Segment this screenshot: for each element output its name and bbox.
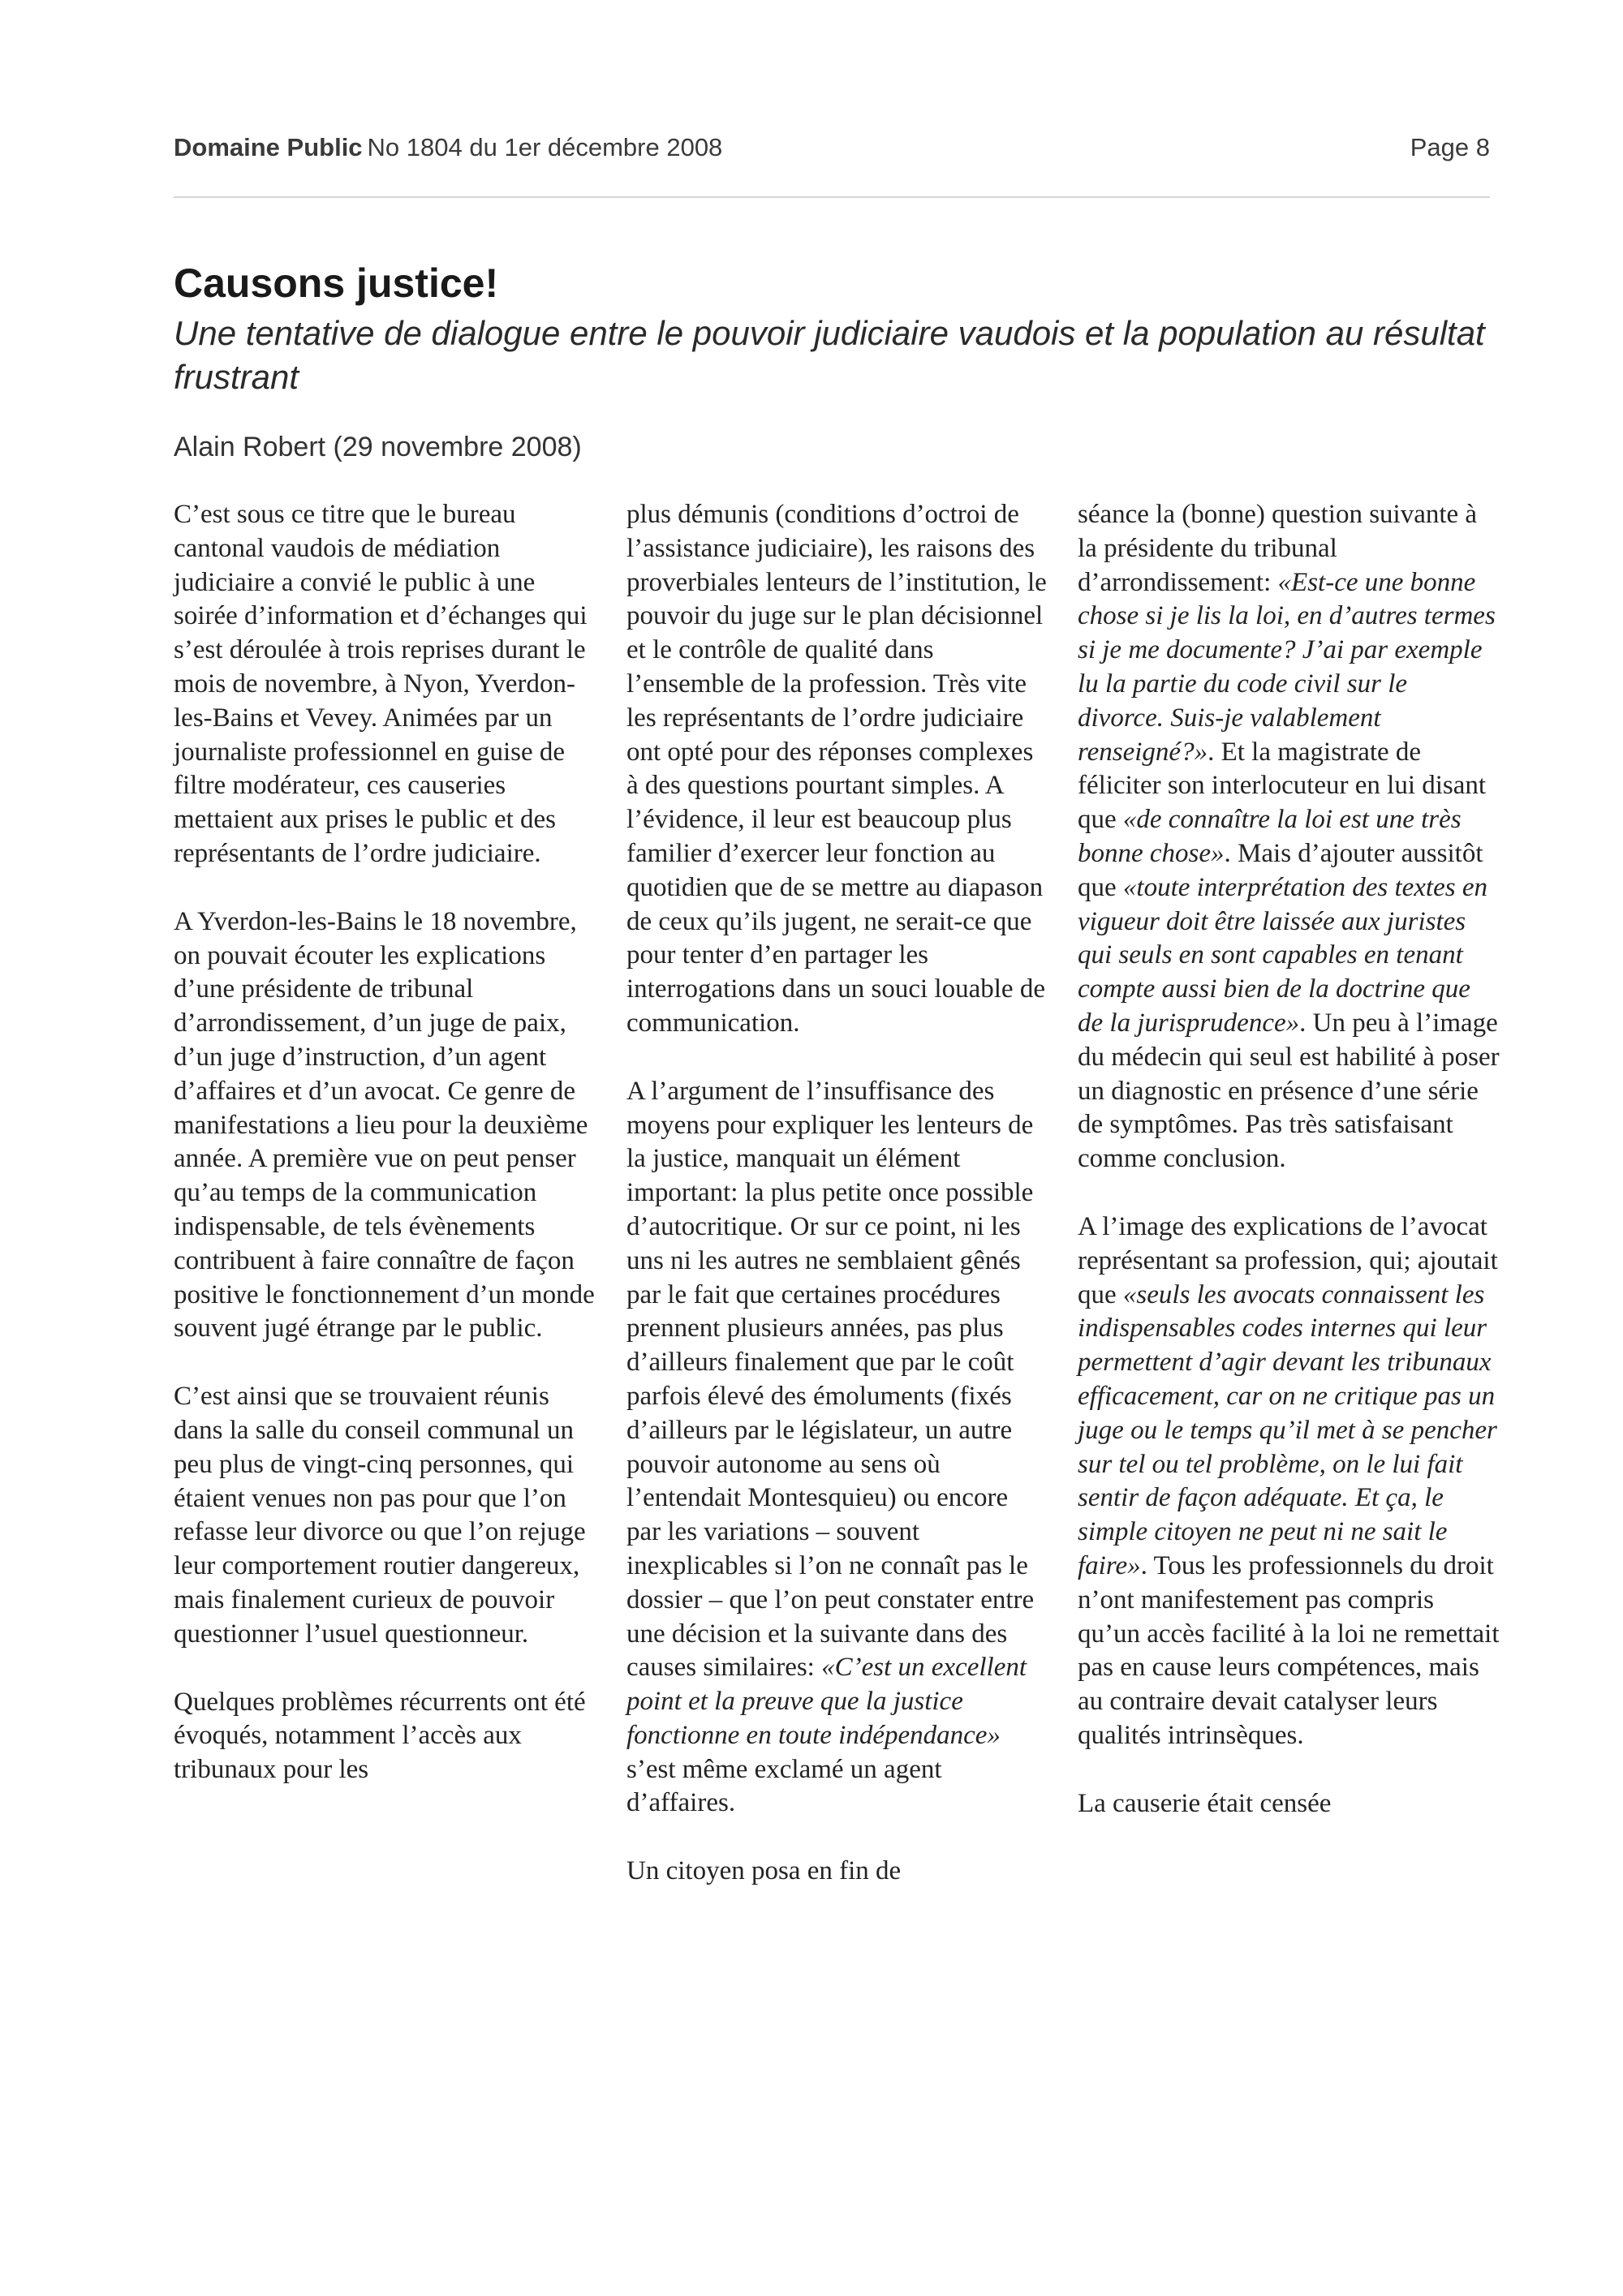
paragraph-text: A l’image des explications de l’avocat représentant sa profession, qui; ajoutait que — [1078, 1211, 1498, 1309]
paragraph-text: . Tous les professionnels du droit n’ont manifestement pas compris qu’un accès facilité à la loi ne remettait pas en cause leurs compétences, mais au contraire devait catalyser leurs qualités intrinsèques. — [1078, 1550, 1500, 1750]
article-byline: Alain Robert (29 novembre 2008) — [174, 432, 582, 462]
paragraph — [626, 1075, 1048, 1821]
paragraph-text: . Et la magistrate de féliciter son interlocuteur en lui disant que — [1078, 737, 1487, 835]
paragraph: Quelques problèmes récurrents ont été évoqués, notamment l’accès aux tribunaux pour les — [174, 1687, 586, 1785]
paragraph-text: s’est même exclamé un agent d’affaires. — [626, 1754, 942, 1818]
article-column-2 — [626, 498, 1048, 1923]
paragraph-text: A l’argument de l’insuffisance des moyens pour expliquer les lenteurs de la justice, manquait un élément important: la plus petite once possible d’autocritique. Or sur ce point, ni les uns ni les autres ne semblaient gênés par le fait que certaines procédures prennent plusieurs années, pas plus d’ailleurs finalement que par le coût parfois élevé des émoluments (fixés d’ailleurs par le législateur, un autre pouvoir autonome au sens où l’entendait Montesquieu) ou encore par les variations – souvent inexplicables si l’on ne connaît pas le dossier – que l’on peut constater entre une décision et la suivante dans des causes similaires: — [626, 1076, 1035, 1683]
paragraph: Un citoyen posa en fin de — [626, 1856, 902, 1886]
paragraph-text: . Mais d’ajouter aussitôt que — [1078, 838, 1483, 902]
issue-info: No 1804 du 1er décembre 2008 — [367, 133, 723, 161]
page-header — [174, 133, 1490, 170]
article-subtitle: Une tentative de dialogue entre le pouvoir judiciaire vaudois et la population au résultat frustrant — [174, 314, 1485, 396]
paragraph: A Yverdon-les-Bains le 18 novembre, on pouvait écouter les explications d’une présidente de tribunal d’arrondissement, d’un juge de paix, d’un juge d’instruction, d’un agent d’affaires et d’un avocat. Ce genre de manifestations a lieu pour la deuxième année. A première vue on peut penser qu’au temps de la communication indispensable, de tels évènements contribuent à faire connaître de façon positive le fonctionnement d’un monde souvent jugé étrange par le public. — [174, 906, 595, 1344]
quotation: «C’est un excellent point et la preuve que la justice fonctionne en toute indépendance» — [626, 1653, 1027, 1750]
paragraph-text: séance la (bonne) question suivante à la présidente du tribunal d’arrondissement: — [1078, 500, 1478, 597]
page-number: Page 8 — [1410, 133, 1490, 161]
article-column-1 — [174, 498, 596, 1821]
quotation: «Est-ce une bonne chose si je lis la loi, en d’autres termes si je me documente? J’ai par exemple lu la partie du code civil sur le divorce. Suis-je valablement renseigné?» — [1078, 567, 1496, 767]
quotation: «seuls les avocats connaissent les indispensables codes internes qui leur permettent d’agir devant les tribunaux efficacement, car on ne critique pas un juge ou le temps qu’il met à se pencher sur tel ou tel problème, on le lui fait sentir de façon adéquate. Et ça, le simple citoyen ne peut ni ne sait le faire» — [1078, 1279, 1497, 1580]
paragraph — [1078, 1210, 1500, 1753]
header-divider — [174, 196, 1490, 198]
publication-name: Domaine Public — [174, 133, 363, 161]
article-column-3 — [1078, 498, 1500, 1855]
quotation: «toute interprétation des textes en vigueur doit être laissée aux juristes qui seuls en sont capables en tenant compte aussi bien de la doctrine que de la jurisprudence» — [1078, 872, 1487, 1038]
paragraph-text: . Un peu à l’image du médecin qui seul est habilité à poser un diagnostic en présence d’une série de symptômes. Pas très satisfaisant comme conclusion. — [1078, 1008, 1500, 1174]
article-title: Causons justice! — [174, 260, 499, 306]
paragraph: plus démunis (conditions d’octroi de l’assistance judiciaire), les raisons des proverbiales lenteurs de l’institution, le pouvoir du juge sur le plan décisionnel et le contrôle de qualité dans l’ensemble de la profession. Très vite les représentants de l’ordre judiciaire ont opté pour des réponses complexes à des questions pourtant simples. A l’évidence, il leur est beaucoup plus familier d’exercer leur fonction au quotidien que de se mettre au diapason de ceux qu’ils jugent, ne serait-ce que pour tenter d’en partager les interrogations dans un souci louable de communication. — [626, 500, 1047, 1038]
paragraph: C’est ainsi que se trouvaient réunis dans la salle du conseil communal un peu plus de vingt-cinq personnes, qui étaient venues non pas pour que l’on refasse leur divorce ou que l’on rejuge leur comportement routier dangereux, mais finalement curieux de pouvoir questionner l’usuel questionneur. — [174, 1382, 586, 1649]
paragraph — [1078, 498, 1500, 1176]
quotation: «de connaître la loi est une très bonne chose» — [1078, 805, 1462, 868]
paragraph: C’est sous ce titre que le bureau cantonal vaudois de médiation judiciaire a convié le public à une soirée d’information et d’échanges qui s’est déroulée à trois reprises durant le mois de novembre, à Nyon, Yverdon-les-Bains et Vevey. Animées par un journaliste professionnel en guise de filtre modérateur, ces causeries mettaient aux prises le public et des représentants de l’ordre judiciaire. — [174, 500, 588, 868]
paragraph: La causerie était censée — [1078, 1788, 1332, 1818]
